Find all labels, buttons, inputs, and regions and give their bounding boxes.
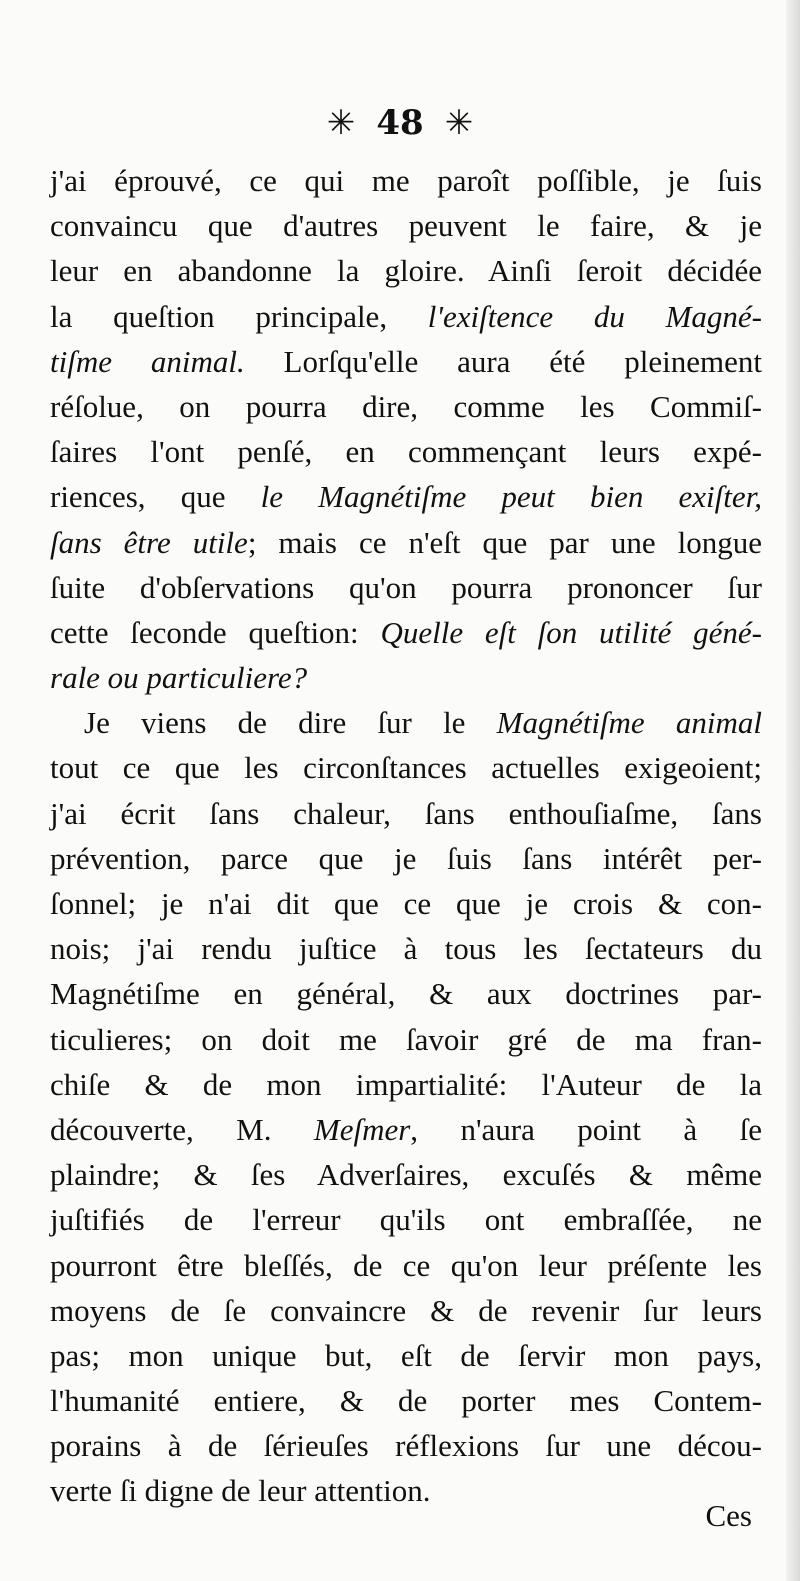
text-line [50, 1333, 762, 1378]
text-segment: leur en abandonne la gloire. Ainſi ſeroit décidée [50, 253, 762, 289]
text-line [50, 971, 762, 1016]
text-line [50, 339, 762, 384]
italic-segment: ſans être utile [50, 524, 248, 560]
text-line [50, 1197, 762, 1242]
text-segment: la queſtion principale, [50, 298, 428, 334]
text-line [50, 520, 762, 565]
text-line [50, 1243, 762, 1288]
text-line [50, 1378, 762, 1423]
text-line [50, 1107, 762, 1152]
text-segment: convaincu que d'autres peuvent le faire, & je [50, 208, 762, 244]
text-line [50, 836, 762, 881]
text-line [50, 429, 762, 474]
text-segment: nois; j'ai rendu juſtice à tous les ſectateurs du [50, 931, 762, 967]
text-line [50, 1152, 762, 1197]
text-segment: ticulieres; on doit me ſavoir gré de ma fran- [50, 1021, 762, 1057]
text-segment: pourront être bleſſés, de ce qu'on leur préſente les [50, 1247, 762, 1283]
text-segment: prévention, parce que je ſuis ſans intérêt per- [50, 840, 762, 876]
text-segment: ; mais ce n'eſt que par une longue [247, 524, 762, 560]
text-segment: , n'aura point à ſe [410, 1111, 762, 1147]
text-segment: ſuite d'obſervations qu'on pourra prononcer ſur [50, 569, 762, 605]
page-edge-shadow [786, 0, 800, 1581]
text-line [50, 655, 762, 700]
text-segment: verte ſi digne de leur attention. [50, 1473, 431, 1509]
italic-segment: tiſme animal. [50, 343, 245, 379]
text-segment: j'ai écrit ſans chaleur, ſans enthouſiaſme, ſans [50, 795, 762, 831]
text-segment: l'humanité entiere, & de porter mes Contem- [50, 1383, 762, 1419]
body-text [50, 158, 762, 1514]
text-segment: plaindre; & ſes Adverſaires, excuſés & même [50, 1157, 762, 1193]
text-segment: Magnétiſme en général, & aux doctrines par- [50, 976, 762, 1012]
italic-segment: l'exiſtence du Magné- [427, 298, 762, 334]
text-segment: juſtifiés de l'erreur qu'ils ont embraſſée, ne [50, 1202, 762, 1238]
text-segment: moyens de ſe convaincre & de revenir ſur leurs [50, 1292, 762, 1328]
text-segment: chiſe & de mon impartialité: l'Auteur de la [50, 1066, 762, 1102]
text-segment: ſaires l'ont penſé, en commençant leurs expé- [50, 434, 762, 470]
text-line [50, 248, 762, 293]
ornament-right-icon: ✳ [444, 103, 474, 143]
text-line [50, 1468, 762, 1513]
italic-segment: Magnétiſme animal [496, 705, 762, 741]
italic-segment: rale ou particuliere? [50, 660, 308, 696]
text-segment: ſonnel; je n'ai dit que ce que je crois & con- [50, 886, 762, 921]
text-line [50, 881, 762, 926]
text-line [50, 745, 762, 790]
text-line [50, 1423, 762, 1468]
text-line [50, 474, 762, 519]
text-line [50, 1017, 762, 1062]
text-segment: j'ai éprouvé, ce qui me paroît poſſible, je ſuis [50, 163, 762, 198]
italic-segment: Meſmer [313, 1111, 411, 1147]
text-line [50, 791, 762, 836]
text-line [50, 384, 762, 429]
text-segment: porains à de ſérieuſes réflexions ſur une décou- [50, 1428, 762, 1464]
text-line [50, 158, 762, 203]
text-line [50, 610, 762, 655]
text-segment: Je viens de dire ſur le [84, 705, 497, 741]
text-line [50, 565, 762, 610]
text-segment: cette ſeconde queſtion: [50, 614, 381, 650]
italic-segment: le Magnétiſme peut bien exiſter, [260, 479, 762, 515]
ornament-left-icon: ✳ [326, 103, 356, 143]
text-line [50, 700, 762, 745]
text-line [50, 203, 762, 248]
catchword: Ces [705, 1498, 752, 1533]
text-line [50, 1288, 762, 1333]
text-segment: Lorſqu'elle aura été pleinement [244, 343, 762, 379]
text-segment: découverte, M. [50, 1111, 314, 1147]
page-number: 48 [376, 103, 424, 143]
text-line [50, 926, 762, 971]
text-segment: tout ce que les circonſtances actuelles exigeoient; [50, 750, 762, 786]
text-segment: riences, que [50, 479, 261, 515]
page-header [0, 96, 800, 150]
text-line [50, 294, 762, 339]
text-line [50, 1062, 762, 1107]
text-segment: réſolue, on pourra dire, comme les Commiſ- [50, 388, 762, 424]
italic-segment: Quelle eſt ſon utilité géné- [380, 614, 762, 650]
text-segment: pas; mon unique but, eſt de ſervir mon pays, [50, 1337, 762, 1373]
